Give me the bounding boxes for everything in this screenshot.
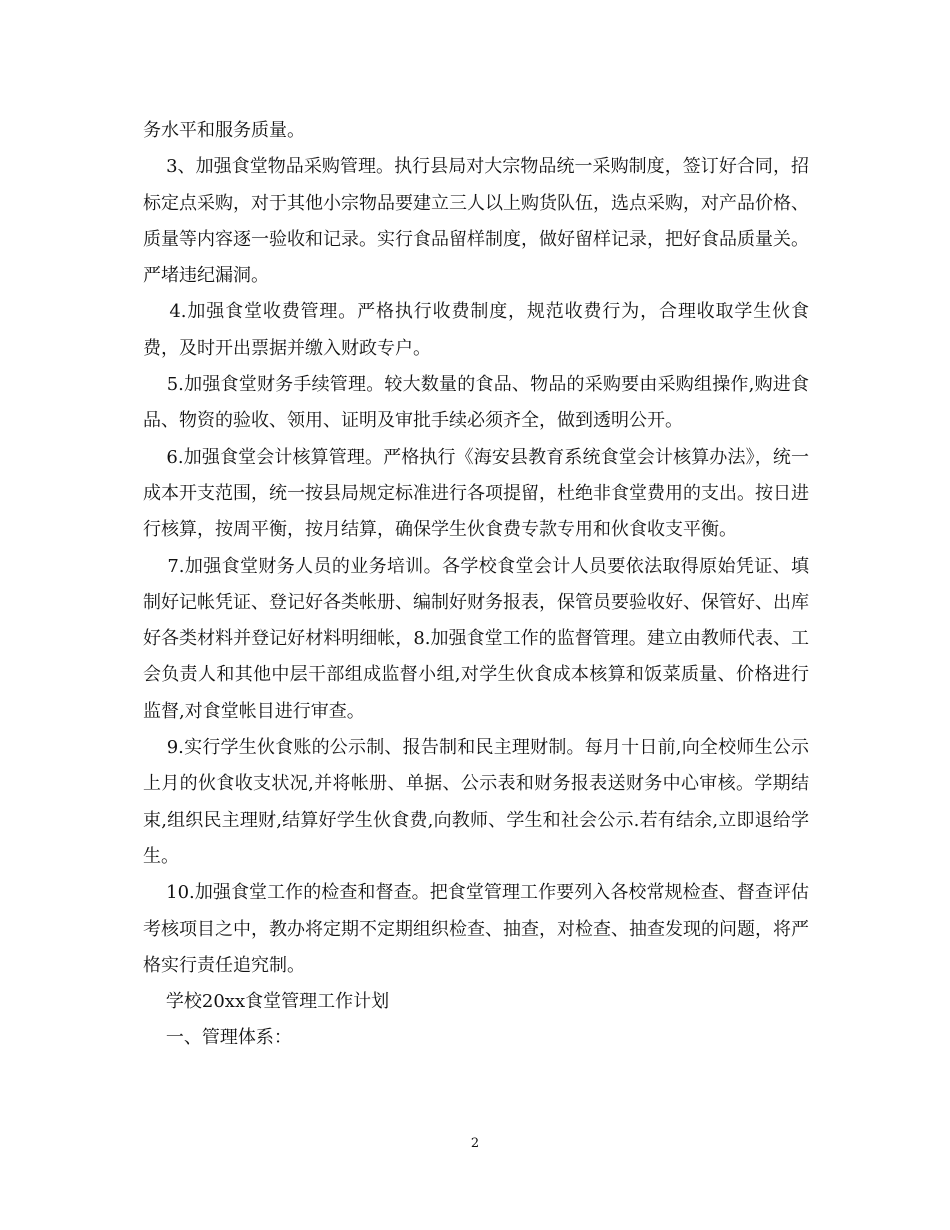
section-heading: 一、管理体系： bbox=[143, 1027, 292, 1049]
paragraph: 5.加强食堂财务手续管理。较大数量的食品、物品的采购要由采购组操作,购进食品、物资的验收、领用、证明及审批手续必须齐全，做到透明公开。 bbox=[143, 374, 809, 432]
paragraph: 3、加强食堂物品采购管理。执行县局对大宗物品统一采购制度，签订好合同，招标定点采购，对于其他小宗物品要建立三人以上购货队伍，选点采购，对产品价格、质量等内容逐一验收和记录。实行食品留样制度，做好留样记录，把好食品质量关。严堵违纪漏洞。 bbox=[143, 156, 809, 287]
paragraph: 7.加强食堂财务人员的业务培训。各学校食堂会计人员要依法取得原始凭证、填制好记帐凭证、登记好各类帐册、编制好财务报表，保管员要验收好、保管好、出库好各类材料并登记好材料明细帐，8.加强食堂工作的监督管理。建立由教师代表、工会负责人和其他中层干部组成监督小组,对学生伙食成本核算和饭菜质量、价格进行监督,对食堂帐目进行审查。 bbox=[143, 555, 809, 722]
page-number: 2 bbox=[470, 1136, 480, 1151]
body-text bbox=[143, 113, 809, 1057]
paragraph: 4.加强食堂收费管理。严格执行收费制度，规范收费行为，合理收取学生伙食费，及时开出票据并缴入财政专户。 bbox=[143, 301, 809, 359]
paragraph: 10.加强食堂工作的检查和督查。把食堂管理工作要列入各校常规检查、督查评估考核项目之中，教办将定期不定期组织检查、抽查，对检查、抽查发现的问题，将严格实行责任追究制。 bbox=[143, 882, 810, 976]
paragraph: 务水平和服务质量。 bbox=[143, 120, 305, 141]
paragraph: 9.实行学生伙食账的公示制、报告制和民主理财制。每月十日前,向全校师生公示上月的伙食收支状况,并将帐册、单据、公示表和财务报表送财务中心审核。学期结束,组织民主理财,结算好学生伙食费,向教师、学生和社会公示.若有结余,立即退给学生。 bbox=[143, 737, 809, 867]
section-title: 学校20xx食堂管理工作计划 bbox=[143, 991, 390, 1013]
paragraph: 6.加强食堂会计核算管理。严格执行《海安县教育系统食堂会计核算办法》，统一成本开支范围，统一按县局规定标准进行各项提留，杜绝非食堂费用的支出。按日进行核算，按周平衡，按月结算，确保学生伙食费专款专用和伙食收支平衡。 bbox=[143, 446, 810, 541]
